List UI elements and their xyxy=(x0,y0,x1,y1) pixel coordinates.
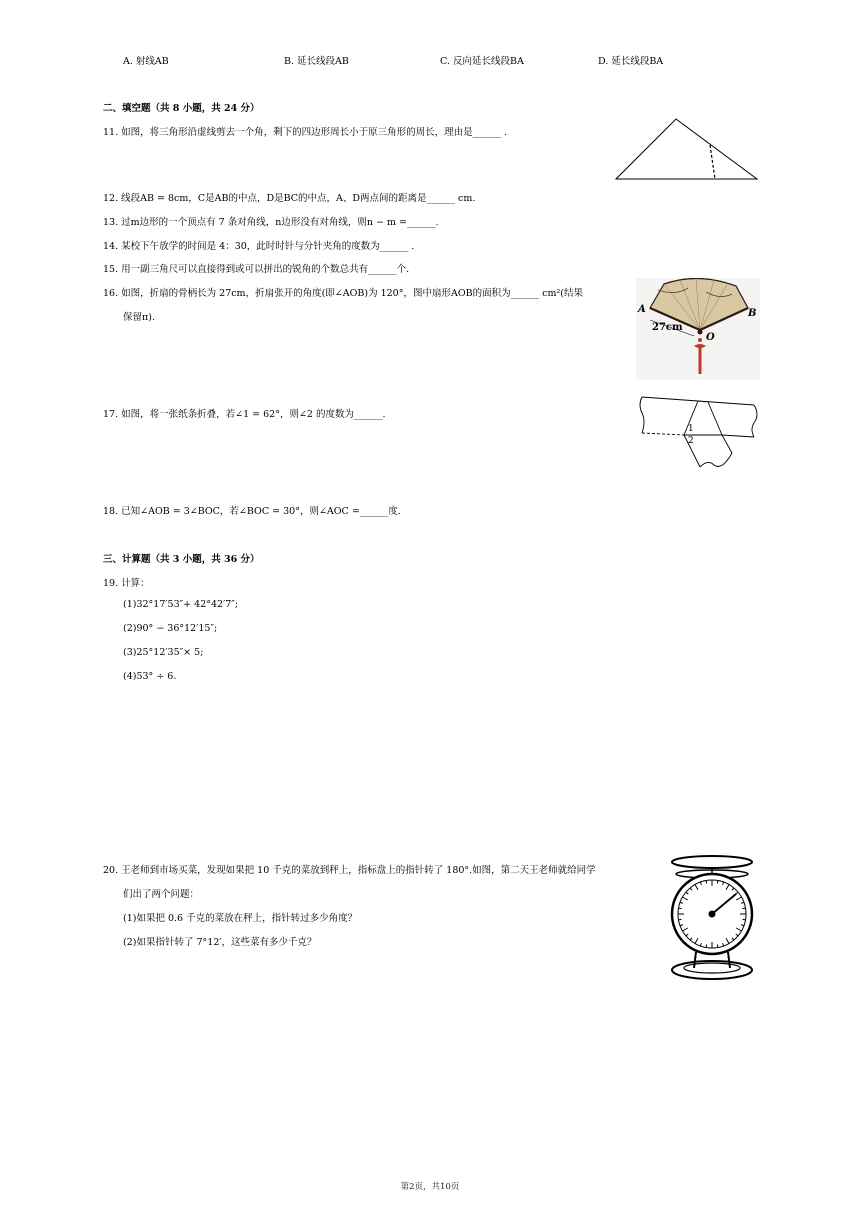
question-11: 11. 如图，将三角形沿虚线剪去一个角，剩下的四边形周长小于原三角形的周长，理由是______ . xyxy=(103,127,508,138)
question-19-item-2: (2)90° − 36°12′15″; xyxy=(123,623,218,634)
question-19: 19. 计算： xyxy=(103,578,150,589)
question-16-line1: 16. 如图，折扇的骨柄长为 27cm，折扇张开的角度(即∠AOB)为 120°，图中扇形AOB的面积为______ cm²(结果 xyxy=(103,288,583,299)
question-18: 18. 已知∠AOB = 3∠BOC，若∠BOC = 30°，则∠AOC =______度. xyxy=(103,506,401,517)
question-19-item-4: (4)53° ÷ 6. xyxy=(123,671,177,682)
dial-tick xyxy=(706,945,707,948)
option-d: D. 延长线段BA xyxy=(598,56,664,67)
question-14: 14. 某校下午放学的时间是 4：30，此时时针与分针夹角的度数为______ . xyxy=(103,241,415,252)
angle-2-label: 2 xyxy=(688,436,694,446)
triangle-figure xyxy=(612,115,762,185)
dial-tick xyxy=(743,919,746,920)
question-20-line2: 们出了两个问题： xyxy=(123,889,200,900)
option-c: C. 反向延长线段BA xyxy=(440,56,524,67)
question-19-item-1: (1)32°17′53″+ 42°42′7″; xyxy=(123,599,239,610)
dial-tick xyxy=(717,881,718,884)
dial-tick xyxy=(679,908,682,909)
option-b: B. 延长线段AB xyxy=(284,56,349,67)
dial-tick xyxy=(743,908,746,909)
question-20-line1: 20. 王老师到市场买菜，发现如果把 10 千克的菜放到秤上，指标盘上的指针转了 180°.如图，第二天王老师就给同学 xyxy=(103,865,596,876)
dial-tick xyxy=(717,945,718,948)
section-heading-calculation: 三、计算题（共 3 小题，共 36 分） xyxy=(103,554,260,565)
scale-figure xyxy=(664,852,760,990)
label-o: O xyxy=(706,332,715,343)
page-footer: 第2页，共10页 xyxy=(400,1182,460,1192)
question-20-item-2: (2)如果指针转了 7°12′，这些菜有多少千克？ xyxy=(123,937,317,948)
section-heading-fill-in: 二、填空题（共 8 小题，共 24 分） xyxy=(103,103,260,114)
option-a: A. 射线AB xyxy=(123,56,169,67)
label-a: A xyxy=(638,304,646,315)
folded-strip-figure xyxy=(636,393,762,473)
label-27cm: 27cm xyxy=(652,322,683,333)
dial-tick xyxy=(706,881,707,884)
folding-fan-figure xyxy=(636,278,760,380)
question-19-item-3: (3)25°12′35″× 5; xyxy=(123,647,204,658)
question-15: 15. 用一副三角尺可以直接得到或可以拼出的锐角的个数总共有______个. xyxy=(103,264,410,275)
question-12: 12. 线段AB = 8cm，C是AB的中点，D是BC的中点，A、D两点间的距离是______ cm. xyxy=(103,193,476,204)
label-b: B xyxy=(748,308,757,319)
question-13: 13. 过m边形的一个顶点有 7 条对角线，n边形没有对角线，则n − m =______. xyxy=(103,217,439,228)
dial-tick xyxy=(679,919,682,920)
question-17: 17. 如图，将一张纸条折叠，若∠1 = 62°，则∠2 的度数为______. xyxy=(103,409,386,420)
angle-1-label: 1 xyxy=(688,424,694,434)
question-16-line2: 保留π). xyxy=(123,312,155,323)
question-20-item-1: (1)如果把 0.6 千克的菜放在秤上，指针转过多少角度？ xyxy=(123,913,358,924)
